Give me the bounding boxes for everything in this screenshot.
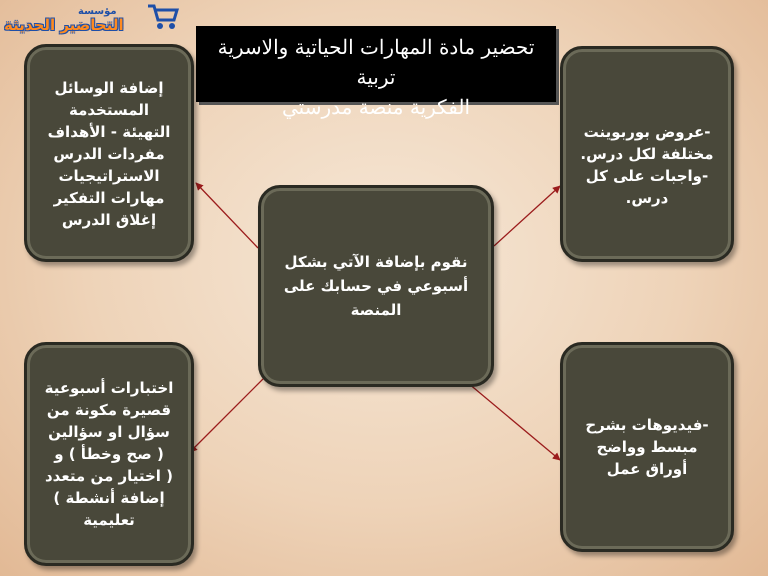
node-top-left xyxy=(24,44,194,262)
node-top-left-text: إضافة الوسائل المستخدمة التهيئة - الأهداف مفردات الدرس الاستراتيجيات مهارات التفكير إغلاق الدرس xyxy=(47,79,171,229)
node-top-right-text: -عروض بوربوينت مختلفة لكل درس. -واجبات على كل درس. xyxy=(580,123,714,207)
node-bottom-left-text: اختبارات أسبوعية قصيرة مكونة من سؤال او سؤالين ( صح وخطأ ) و ( اختيار من متعدد إضافة أنشطة ) تعليمية xyxy=(44,379,174,529)
node-top-right xyxy=(560,46,734,262)
node-center-text: نقوم بإضافة الآتي بشكل أسبوعي في حسابك على المنصة xyxy=(283,253,469,319)
logo-name: التحاضير الحديثة xyxy=(4,16,124,34)
node-bottom-right-text: -فيديوهات بشرح مبسط وواضح أوراق عمل xyxy=(585,416,709,478)
connector-top-left xyxy=(196,183,258,248)
title-line-2: الفكرية منصة مدرستي xyxy=(282,95,470,119)
node-bottom-left xyxy=(24,342,194,566)
node-bottom-right xyxy=(560,342,734,552)
connector-top-right xyxy=(494,186,560,246)
title-line-1: تحضير مادة المهارات الحياتية والاسرية تربية xyxy=(217,35,535,89)
connector-bottom-right xyxy=(462,378,560,460)
node-center xyxy=(258,185,494,387)
logo-small-text: مؤسسة xyxy=(78,6,117,17)
